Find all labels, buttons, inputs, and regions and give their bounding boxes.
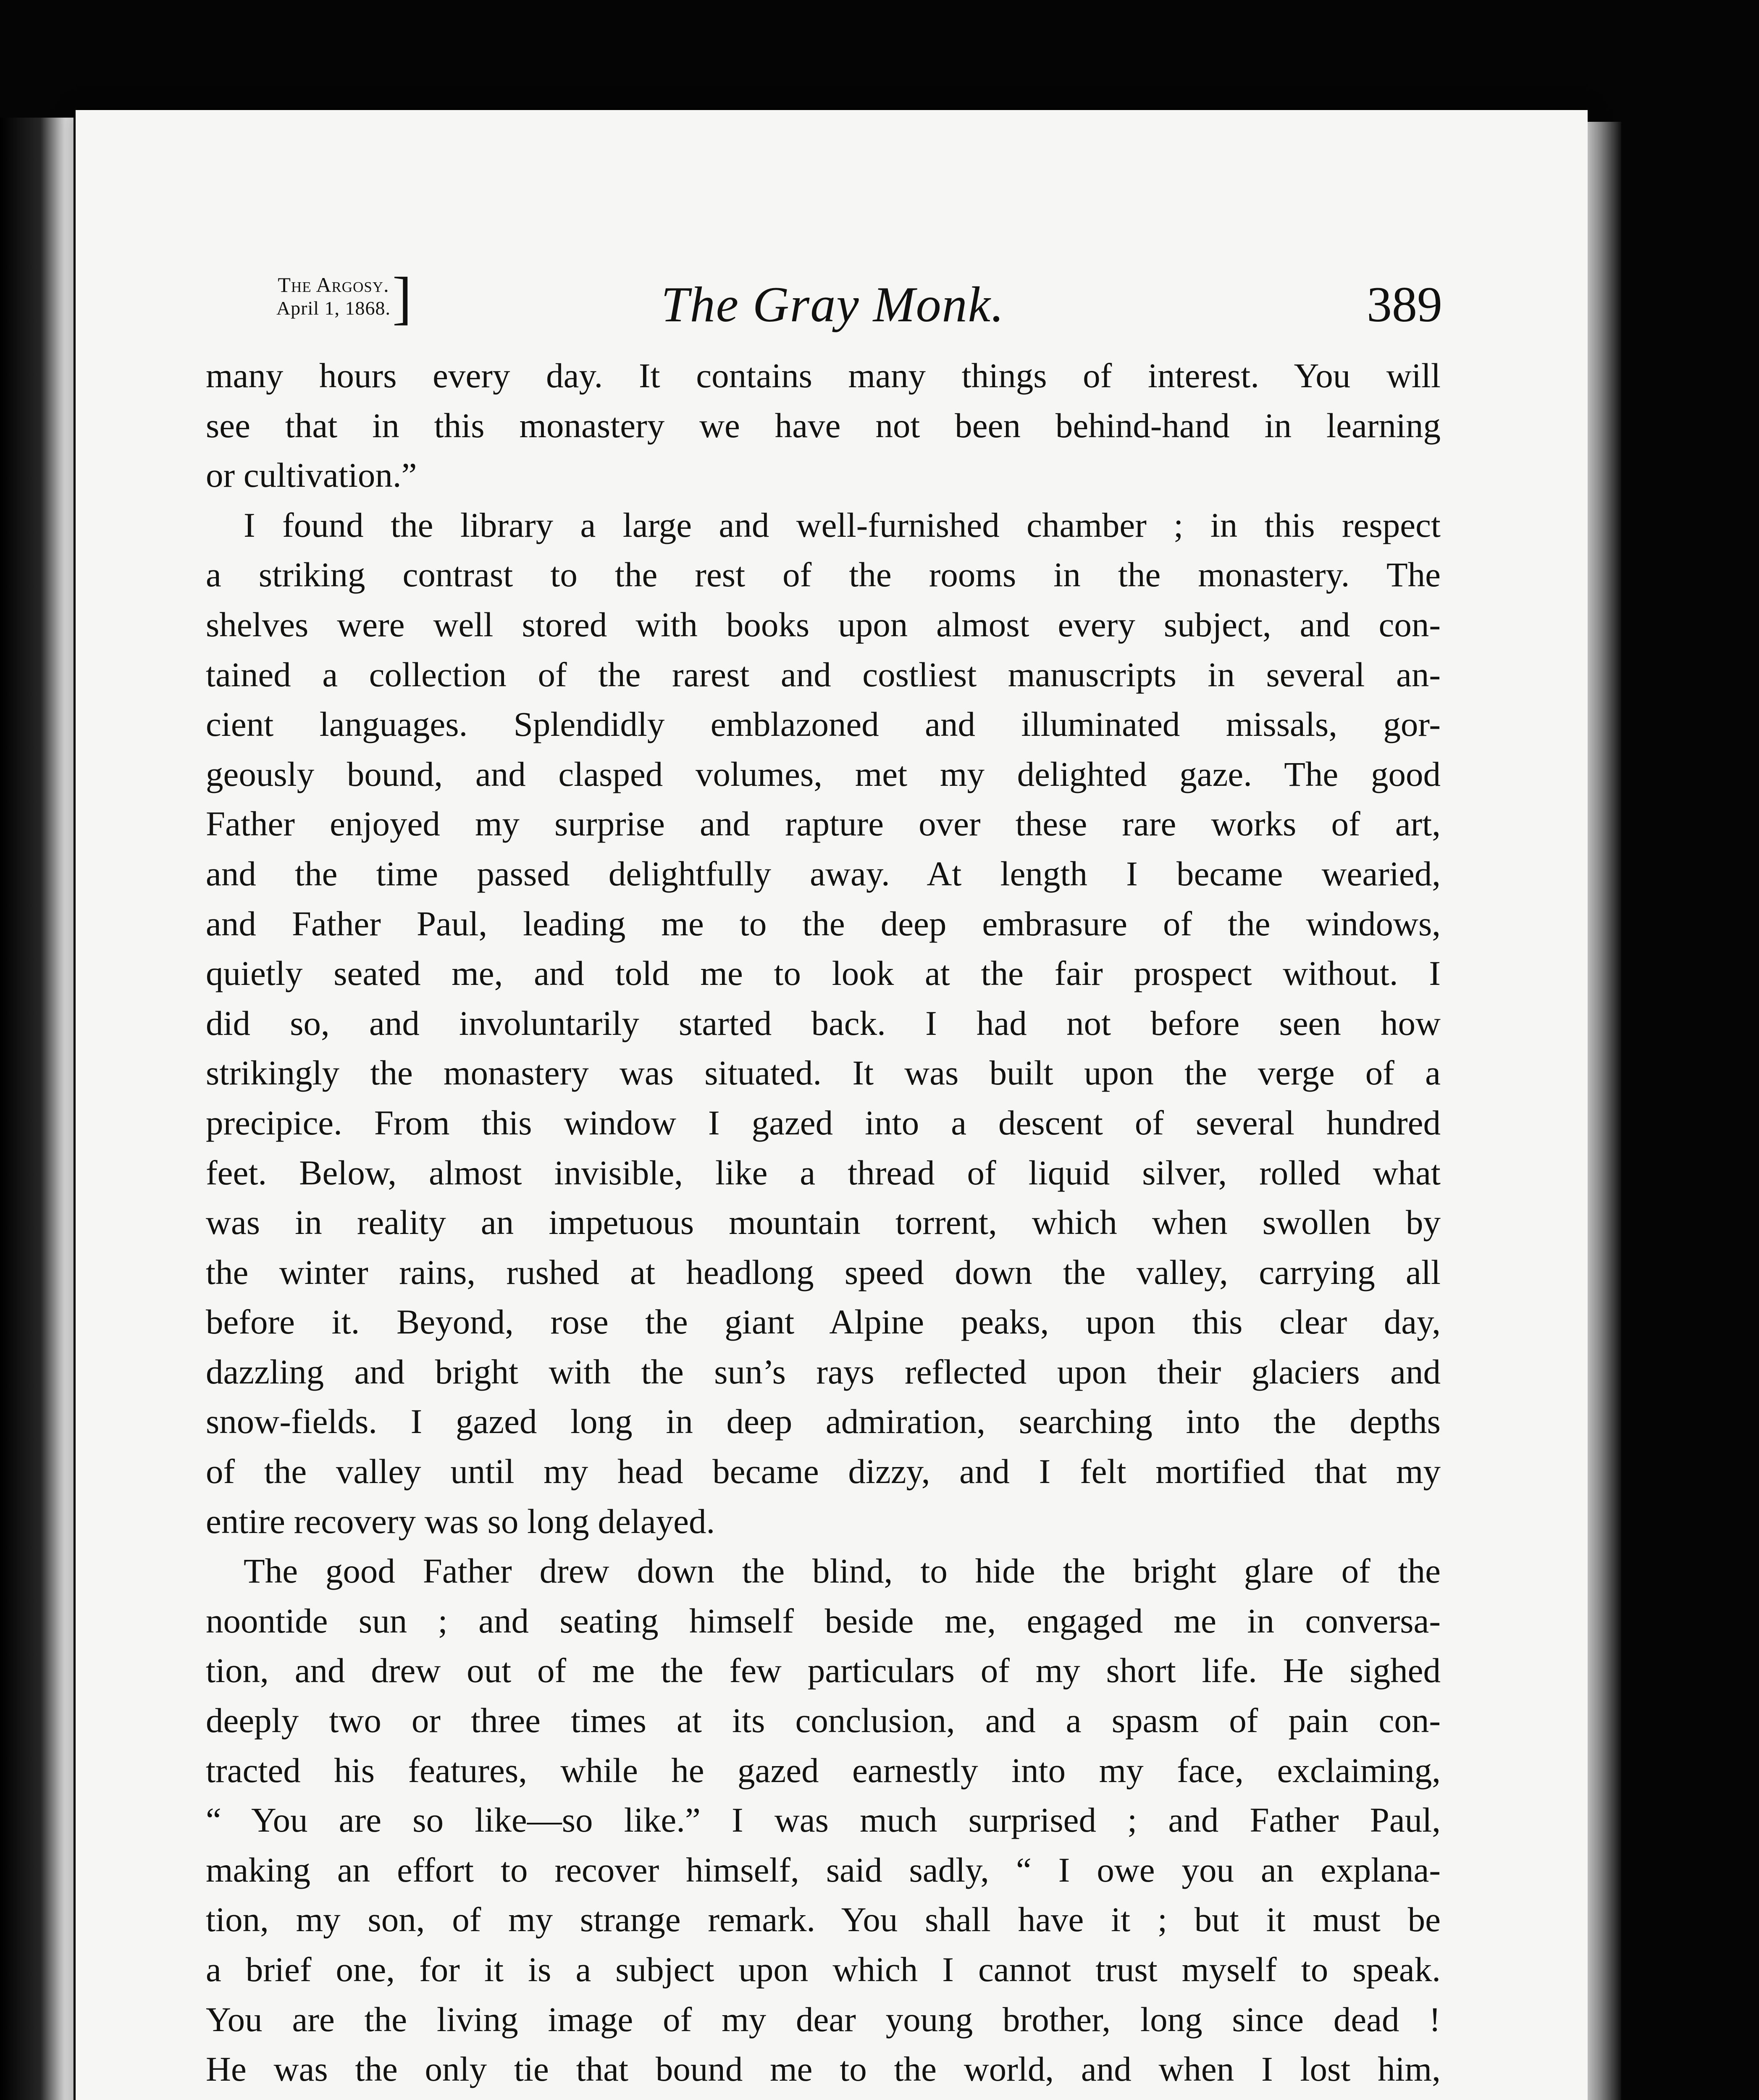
body-text [206,351,1441,2100]
text-line: dazzling and bright with the sun’s rays reflected upon their glaciers and [206,1352,1441,1391]
text-line: a striking contrast to the rest of the rooms in the monastery. The [206,555,1441,594]
text-line: “ You are so like—so like.” I was much surprised ; and Father Paul, [206,1801,1441,1840]
text-line: noontide sun ; and seating himself beside me, engaged me in conversa- [206,1601,1441,1640]
text-line: strikingly the monastery was situated. It was built upon the verge of a [206,1053,1441,1092]
text-line: the winter rains, rushed at headlong speed down the valley, carrying all [206,1252,1441,1292]
text-line: Father enjoyed my surprise and rapture over these rare works of art, [206,804,1441,843]
text-line: entire recovery was so long delayed. [206,1502,715,1541]
text-line: cient languages. Splendidly emblazoned and illuminated missals, gor- [206,705,1441,744]
running-head-publication: The Argosy. [278,273,389,297]
text-line: tained a collection of the rarest and costliest manuscripts in several an- [206,655,1441,694]
page-header [224,265,1442,344]
text-line: He was the only tie that bound me to the world, and when I lost him, [206,2050,1441,2089]
text-line: of the valley until my head became dizzy, and I felt mortified that my [206,1452,1441,1491]
text-line: tion, my son, of my strange remark. You shall have it ; but it must be [206,1900,1441,1939]
page-edge-stack [1588,122,1621,2100]
text-line: You are the living image of my dear young brother, long since dead ! [206,2000,1441,2039]
text-line: was in reality an impetuous mountain torrent, which when swollen by [206,1203,1441,1242]
text-line: making an effort to recover himself, said sadly, “ I owe you an explana- [206,1850,1441,1889]
text-line: tion, and drew out of me the few particulars of my short life. He sighed [206,1651,1441,1690]
text-line: tracted his features, while he gazed earnestly into my face, exclaiming, [206,1751,1441,1790]
running-head-date: April 1, 1868. [276,297,391,319]
text-line: The good Father drew down the blind, to hide the bright glare of the [244,1551,1441,1591]
text-line: and the time passed delightfully away. At length I became wearied, [206,854,1441,893]
text-line: a brief one, for it is a subject upon which I cannot trust myself to speak. [206,1950,1441,1989]
text-line: geously bound, and clasped volumes, met my delighted gaze. The good [206,754,1441,793]
running-head-bracket: ] [392,265,412,331]
page-title: The Gray Monk. [661,276,1005,332]
text-line: did so, and involuntarily started back. I had not before seen how [206,1003,1441,1042]
text-line: precipice. From this window I gazed into a descent of several hundred [206,1103,1441,1142]
book-spine-shadow [0,118,74,2100]
text-line: feet. Below, almost invisible, like a thread of liquid silver, rolled what [206,1153,1441,1192]
text-line [206,2094,1441,2100]
text-line: shelves were well stored with books upon almost every subject, and con- [206,605,1441,644]
text-line: quietly seated me, and told me to look at the fair prospect without. I [206,954,1441,993]
text-line: before it. Beyond, rose the giant Alpine peaks, upon this clear day, [206,1302,1441,1341]
text-line: I found the library a large and well-furnished chamber ; in this respect [244,505,1441,544]
text-line: or cultivation.” [206,456,417,495]
text-line: deeply two or three times at its conclusion, and a spasm of pain con- [206,1701,1441,1740]
text-line: snow-fields. I gazed long in deep admiration, searching into the depths [206,1402,1441,1441]
text-line: see that in this monastery we have not been behind-hand in learning [206,406,1441,445]
text-line: and Father Paul, leading me to the deep embrasure of the windows, [206,904,1441,943]
text-line: many hours every day. It contains many things of interest. You will [206,356,1441,395]
page-number: 389 [1367,276,1442,332]
